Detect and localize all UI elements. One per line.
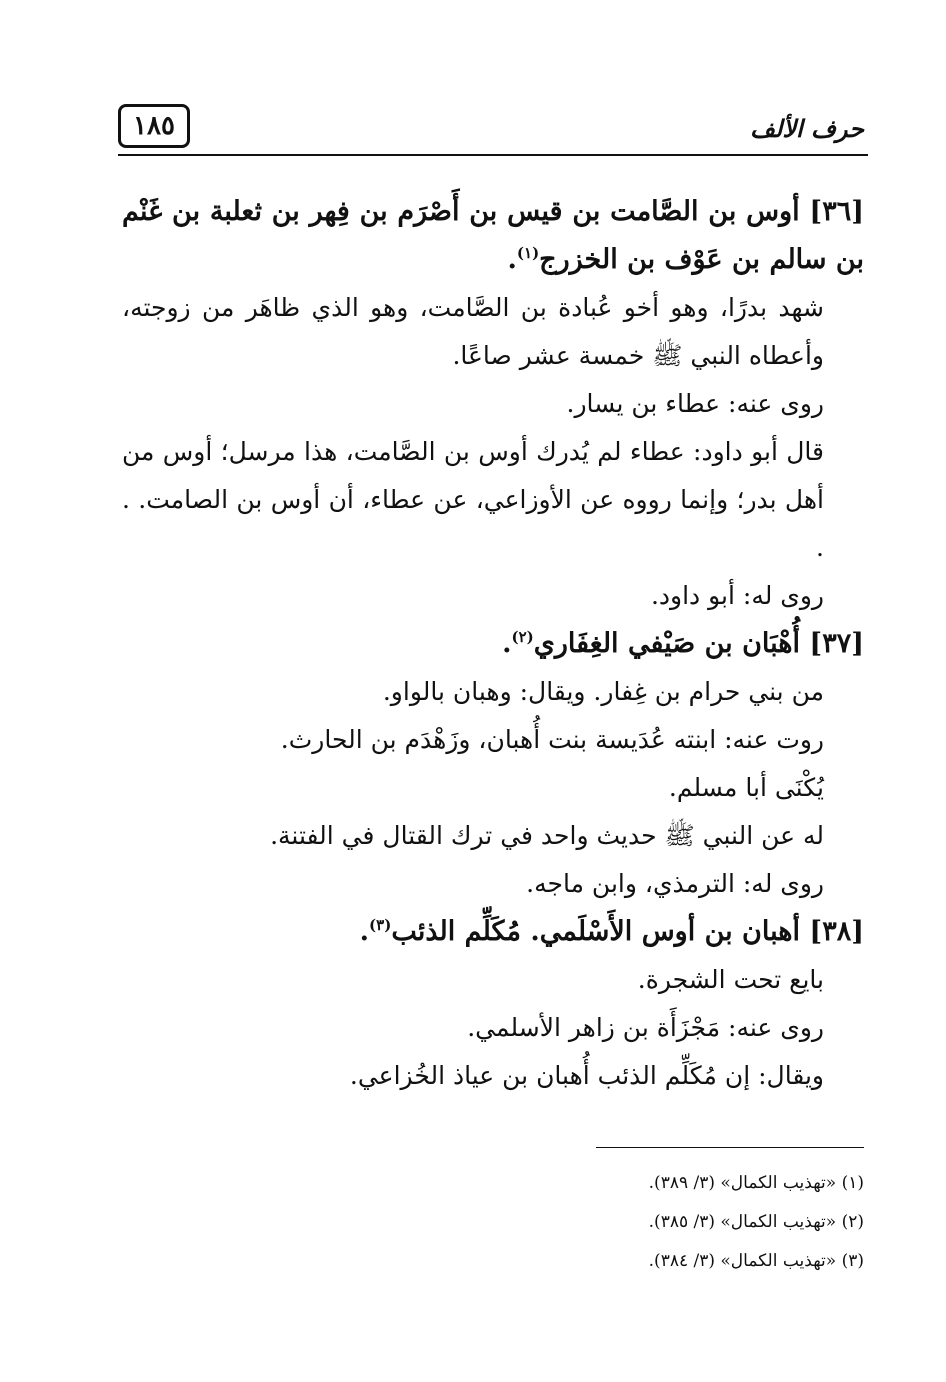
entry-line: بايع تحت الشجرة. (637, 965, 824, 994)
entry-line: روت عنه: ابنته عُدَيسة بنت أُهبان، وزَهْدَم بن الحارث. (280, 725, 824, 754)
footnotes (500, 1164, 864, 1281)
entry-heading: [٣٦] أوس بن الصَّامت بن قيس بن أَصْرَم بن فِهر بن ثعلبة بن غَنْم بن سالم بن عَوْف بن الخزرج$^{(١)}$. (122, 196, 864, 275)
entry-line: روى عنه: مَجْزَأَة بن زاهر الأسلمي. (467, 1013, 824, 1042)
entry-heading: [٣٧] أُهْبَان بن صَيْفي الغِفَاري$^{(٢)}$. (502, 628, 864, 659)
footnote: (١) «تهذيب الكمال» (٣/ ٣٨٩). (648, 1173, 864, 1193)
entry-number: [٣٧] (809, 628, 864, 659)
page-header (118, 102, 868, 158)
entry-line: روى عنه: عطاء بن يسار. (566, 389, 824, 418)
footnote-ref: (٢) (511, 628, 534, 646)
entry-line: روى له: أبو داود. (650, 581, 824, 610)
entry-line: ويقال: إن مُكَلِّم الذئب أُهبان بن عياذ الخُزاعي. (349, 1061, 824, 1090)
entry-line: شهد بدرًا، وهو أخو عُبادة بن الصَّامت، وهو الذي ظاهَر من زوجته، وأعطاه النبي ﷺ خمسة عشر صاعًا. (122, 293, 824, 370)
header-rule (118, 154, 868, 156)
footnote-ref: (١) (516, 244, 540, 262)
entry-line: من بني حرام بن غِفار. ويقال: وهبان بالواو. (382, 677, 824, 706)
entry-title: أوس بن الصَّامت بن قيس بن أَصْرَم بن فِهر بن ثعلبة بن غَنْم بن سالم بن عَوْف بن الخزرج (122, 196, 864, 275)
entry-line: قال أبو داود: عطاء لم يُدرك أوس بن الصَّامت، هذا مرسل؛ أوس من أهل بدر؛ وإنما رووه عن الأوزاعي، عن عطاء، أن أوس بن الصامت. . . (122, 437, 824, 562)
entry-heading: [٣٨] أهبان بن أوس الأَسْلَمي. مُكَلِّم الذئب$^{(٣)}$. (359, 916, 864, 947)
main-text (122, 188, 864, 1100)
entry-number: [٣٦] (809, 196, 864, 227)
footnote: (٣) «تهذيب الكمال» (٣/ ٣٨٤). (648, 1251, 864, 1271)
entry-line: له عن النبي ﷺ حديث واحد في ترك القتال في الفتنة. (270, 821, 824, 850)
entry-line: يُكْنَى أبا مسلم. (668, 773, 824, 802)
entry-title: أُهْبَان بن صَيْفي الغِفَاري (533, 628, 801, 659)
entry-number: [٣٨] (809, 916, 864, 947)
running-title: حرف الألف (750, 114, 864, 143)
footnote: (٢) «تهذيب الكمال» (٣/ ٣٨٥). (648, 1212, 864, 1232)
footnote-rule (596, 1147, 864, 1148)
page-number: ١٨٥ (118, 104, 190, 148)
entry-title: أهبان بن أوس الأَسْلَمي. مُكَلِّم الذئب (391, 916, 801, 947)
entry-line: روى له: الترمذي، وابن ماجه. (526, 869, 824, 898)
footnote-ref: (٣) (369, 916, 392, 934)
